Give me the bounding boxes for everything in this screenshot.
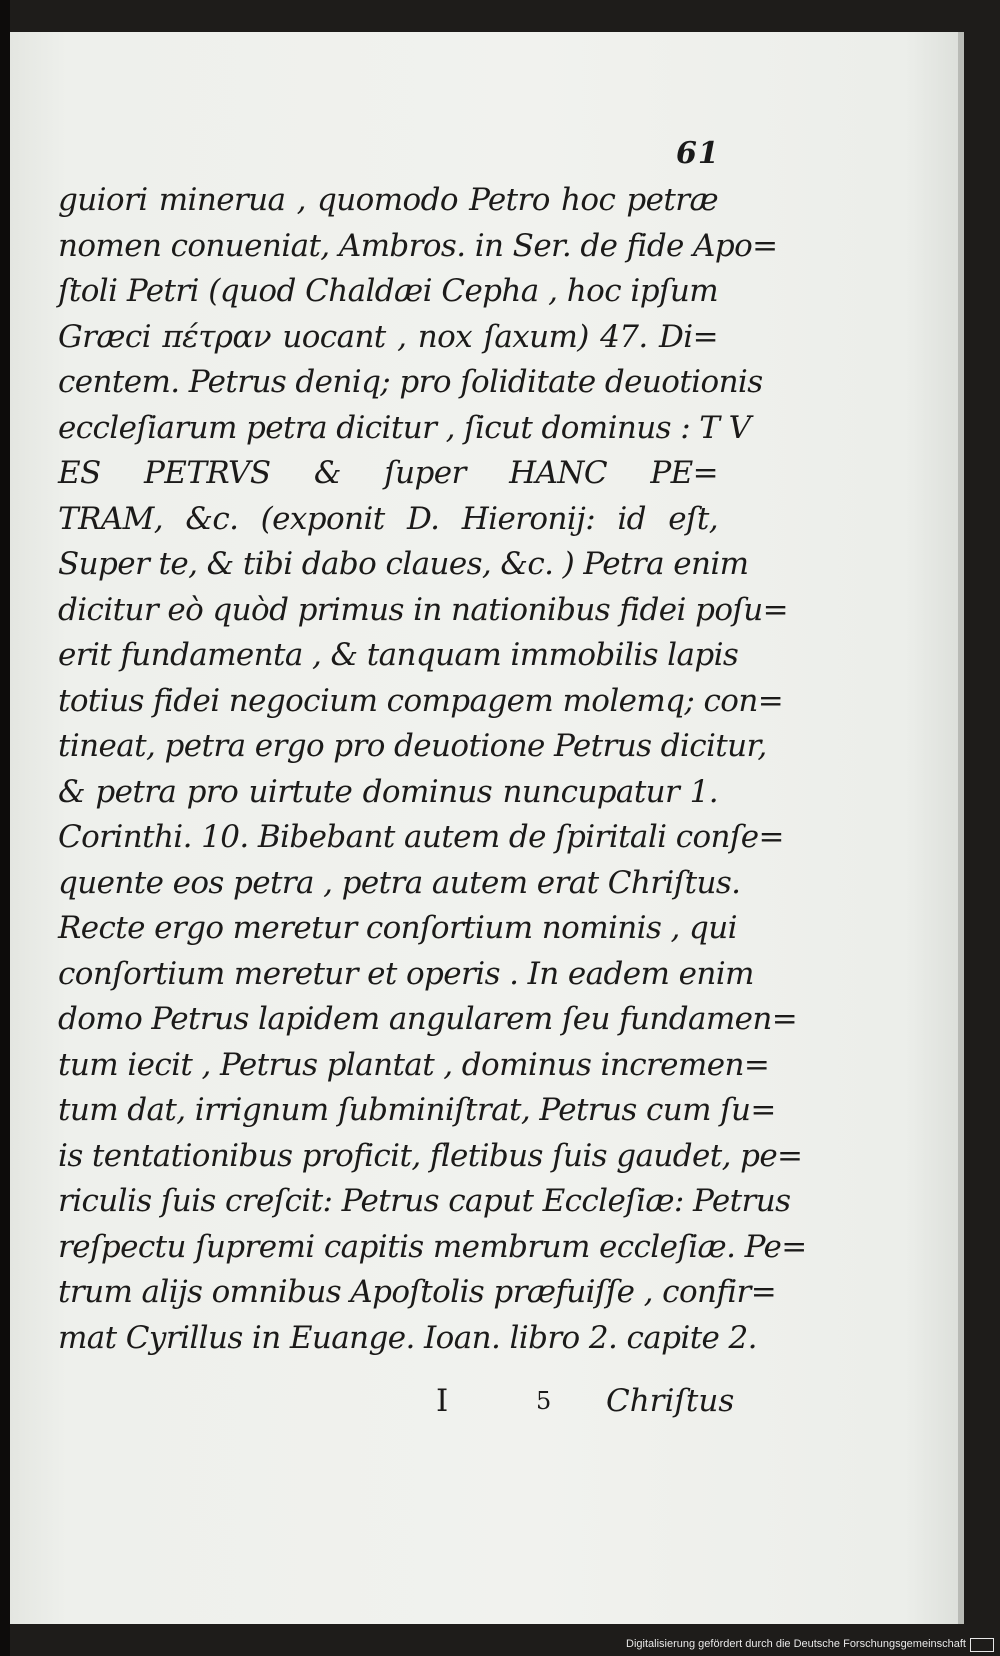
text-line: trum alijs omnibus Apoſtolis præfuiſſe , confir=: [58, 1274, 777, 1310]
text-line: ES PETRVS & ſuper HANC PE=: [58, 455, 718, 491]
signature-mark: 5: [536, 1387, 552, 1415]
text-line: quente eos petra , petra autem erat Chriſtus.: [58, 864, 741, 901]
text-line: ſtoli Petri (quod Chaldæi Cepha , hoc ipſum: [58, 273, 718, 309]
text-line: tum dat, irrignum ſubminiſtrat, Petrus cum ſu=: [58, 1092, 776, 1128]
text-line: dicitur eò quòd primus in nationibus fidei poſu=: [58, 591, 789, 628]
scan-border: [0, 0, 10, 1656]
text-line: reſpectu ſupremi capitis membrum eccleſiæ. Pe=: [58, 1228, 807, 1265]
signature-line: [58, 1378, 735, 1424]
page-edge: [958, 32, 964, 1624]
text-line: totius fidei negocium compagem molemq; con=: [58, 682, 784, 719]
dfg-logo-icon: [970, 1638, 994, 1652]
text-line: centem. Petrus deniq; pro ſoliditate deuotionis: [58, 364, 763, 400]
footer-credit: Digitalisierung gefördert durch die Deutsche Forschungsgemeinschaft: [626, 1638, 966, 1650]
text-line: Super te, & tibi dabo claues, &c. ) Petra enim: [58, 546, 749, 582]
catchword: Chriſtus: [606, 1383, 735, 1419]
text-line: domo Petrus lapidem angularem ſeu fundamen=: [58, 1001, 798, 1037]
text-line: tum iecit , Petrus plantat , dominus incremen=: [58, 1046, 770, 1083]
text-line: guiori minerua , quomodo Petro hoc petræ: [58, 182, 718, 218]
page-number: 61: [676, 136, 720, 171]
text-line: eccleſiarum petra dicitur , ſicut dominus : T V: [58, 409, 751, 446]
text-line: tineat, petra ergo pro deuotione Petrus dicitur,: [58, 728, 767, 764]
body-text: [58, 178, 807, 1361]
text-line: Corinthi. 10. Bibebant autem de ſpiritali conſe=: [58, 819, 784, 855]
text-line: mat Cyrillus in Euange. Ioan. libro 2. capite 2.: [58, 1319, 757, 1356]
text-line: erit fundamenta , & tanquam immobilis lapis: [58, 637, 739, 673]
signature-mark: I: [436, 1383, 449, 1419]
text-line: riculis ſuis creſcit: Petrus caput Eccleſiæ: Petrus: [58, 1183, 791, 1219]
text-line: conſortium meretur et operis . In eadem enim: [58, 955, 754, 992]
text-line: nomen conueniat, Ambros. in Ser. de fide Apo=: [58, 227, 778, 264]
text-line: TRAM, &c. (exponit D. Hieronij: id eſt,: [58, 500, 718, 537]
footer-bar: [600, 1632, 1000, 1656]
text-line: is tentationibus proficit, fletibus ſuis gaudet, pe=: [58, 1137, 803, 1174]
text-line: Græci πέτραν uocant , nox ſaxum) 47. Di=: [58, 318, 718, 355]
text-line: & petra pro uirtute dominus nuncupatur 1.: [58, 773, 718, 810]
text-line: Recte ergo meretur conſortium nominis , qui: [58, 910, 737, 946]
